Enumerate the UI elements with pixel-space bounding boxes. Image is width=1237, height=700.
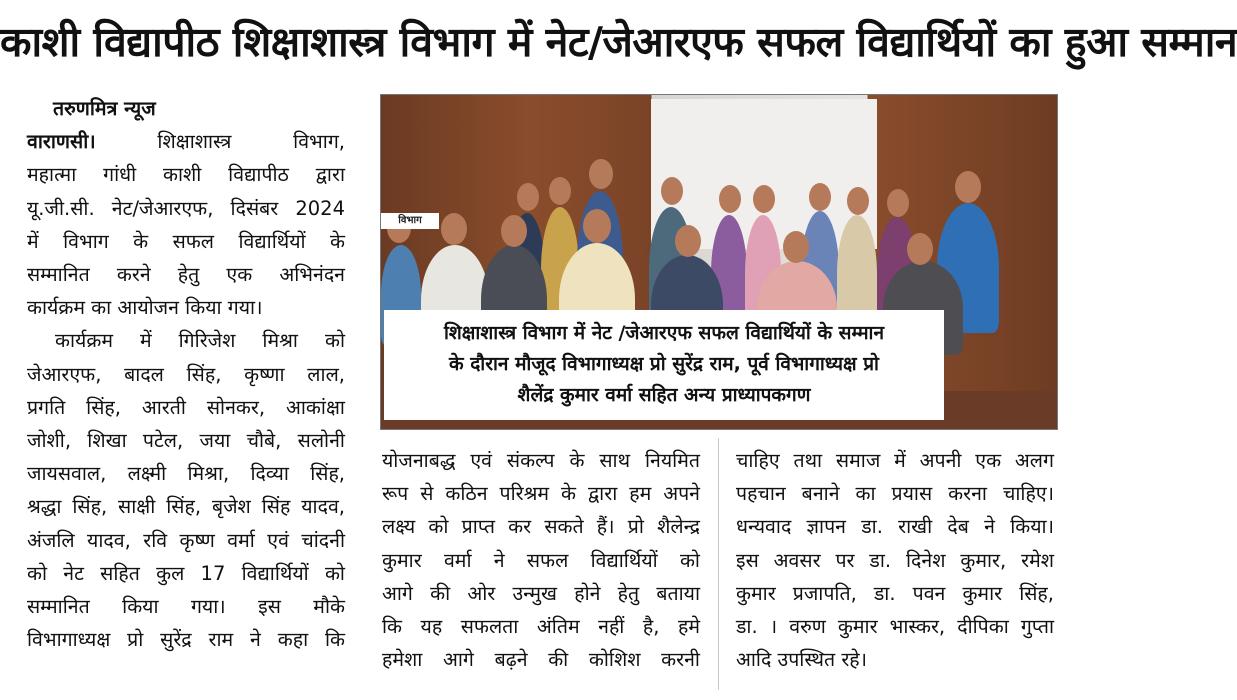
photo-caption (384, 310, 944, 420)
col3-line: आदि उपस्थित रहे। (736, 648, 868, 672)
col1-line: महात्मा गांधी काशी विद्यापीठ द्वारा (27, 163, 345, 187)
col2-line: कि यह सफलता अंतिम नहीं है, हमे (382, 615, 700, 639)
col1-line: जायसवाल, लक्ष्मी मिश्रा, दिव्या सिंह, (27, 462, 345, 486)
article-column-1 (27, 92, 345, 656)
col2-line: कुमार वर्मा ने सफल विद्यार्थियों को (382, 548, 700, 572)
col1-line: अंजलि यादव, रवि कृष्ण वर्मा एवं चांदनी (27, 528, 345, 552)
col3-line: धन्यवाद ज्ञापन डा. राखी देब ने किया। (736, 515, 1054, 539)
col2-line: लक्ष्य को प्राप्त कर सकते हैं। प्रो शैलेन्द्र (382, 515, 700, 539)
col1-line: प्रगति सिंह, आरती सोनकर, आकांक्षा (27, 395, 345, 419)
column-divider (718, 438, 719, 690)
col1-line: सम्मानित किया गया। इस मौके (27, 595, 345, 619)
col2-line: योजनाबद्ध एवं संकल्प के साथ नियमित (382, 449, 700, 472)
col1-line: यू.जी.सी. नेट/जेआरएफ, दिसंबर 2024 (27, 196, 345, 220)
col1-line: कार्यक्रम में गिरिजेश मिश्रा को (55, 329, 345, 353)
col2-line: रूप से कठिन परिश्रम के द्वारा हम अपने (382, 482, 700, 506)
article-column-2 (382, 444, 700, 676)
col3-line: कुमार प्रजापति, डा. पवन कुमार सिंह, (736, 581, 1054, 605)
col1-line: को नेट सहित कुल 17 विद्यार्थियों को (27, 561, 345, 585)
col2-line: हमेशा आगे बढ़ने की कोशिश करनी (382, 648, 700, 672)
col3-line: पहचान बनाने का प्रयास करना चाहिए। (736, 482, 1054, 506)
dateline-city: वाराणसी। (27, 130, 96, 154)
col1-line: जोशी, शिखा पटेल, जया चौबे, सलोनी (27, 429, 345, 453)
col1-line: श्रद्धा सिंह, साक्षी सिंह, बृजेश सिंह यादव, (27, 495, 345, 519)
col3-line: डा. । वरुण कुमार भास्कर, दीपिका गुप्ता (736, 615, 1054, 639)
caption-line: शैलेंद्र कुमार वर्मा सहित अन्य प्राध्यापकगण (517, 384, 811, 406)
name-plate: विभाग (381, 213, 439, 229)
article-column-3 (736, 444, 1054, 676)
col1-line: जेआरएफ, बादल सिंह, कृष्णा लाल, (27, 362, 345, 386)
col1-line: में विभाग के सफल विद्यार्थियों के (27, 229, 345, 253)
col2-line: आगे की ओर उन्मुख होने हेतु बताया (382, 581, 700, 605)
byline: तरुणमित्र न्यूज (53, 97, 156, 120)
headline: काशी विद्यापीठ शिक्षाशास्त्र विभाग में नेट/जेआरएफ सफल विद्यार्थियों का हुआ सम्मान (0, 18, 1237, 66)
caption-line: शिक्षाशास्त्र विभाग में नेट /जेआरएफ सफल विद्यार्थियों के सम्मान (443, 322, 885, 344)
caption-line: के दौरान मौजूद विभागाध्यक्ष प्रो सुरेंद्र राम, पूर्व विभागाध्यक्ष प्रो (449, 353, 879, 375)
col1-line: सम्मानित करने हेतु एक अभिनंदन (27, 263, 345, 287)
col1-line: वाराणसी। शिक्षाशास्त्र विभाग, (27, 130, 345, 154)
col3-line: इस अवसर पर डा. दिनेश कुमार, रमेश (736, 548, 1054, 572)
col3-line: चाहिए तथा समाज में अपनी एक अलग (736, 449, 1054, 472)
col1-line: विभागाध्यक्ष प्रो सुरेंद्र राम ने कहा कि (27, 628, 345, 652)
col1-line: कार्यक्रम का आयोजन किया गया। (27, 296, 263, 320)
